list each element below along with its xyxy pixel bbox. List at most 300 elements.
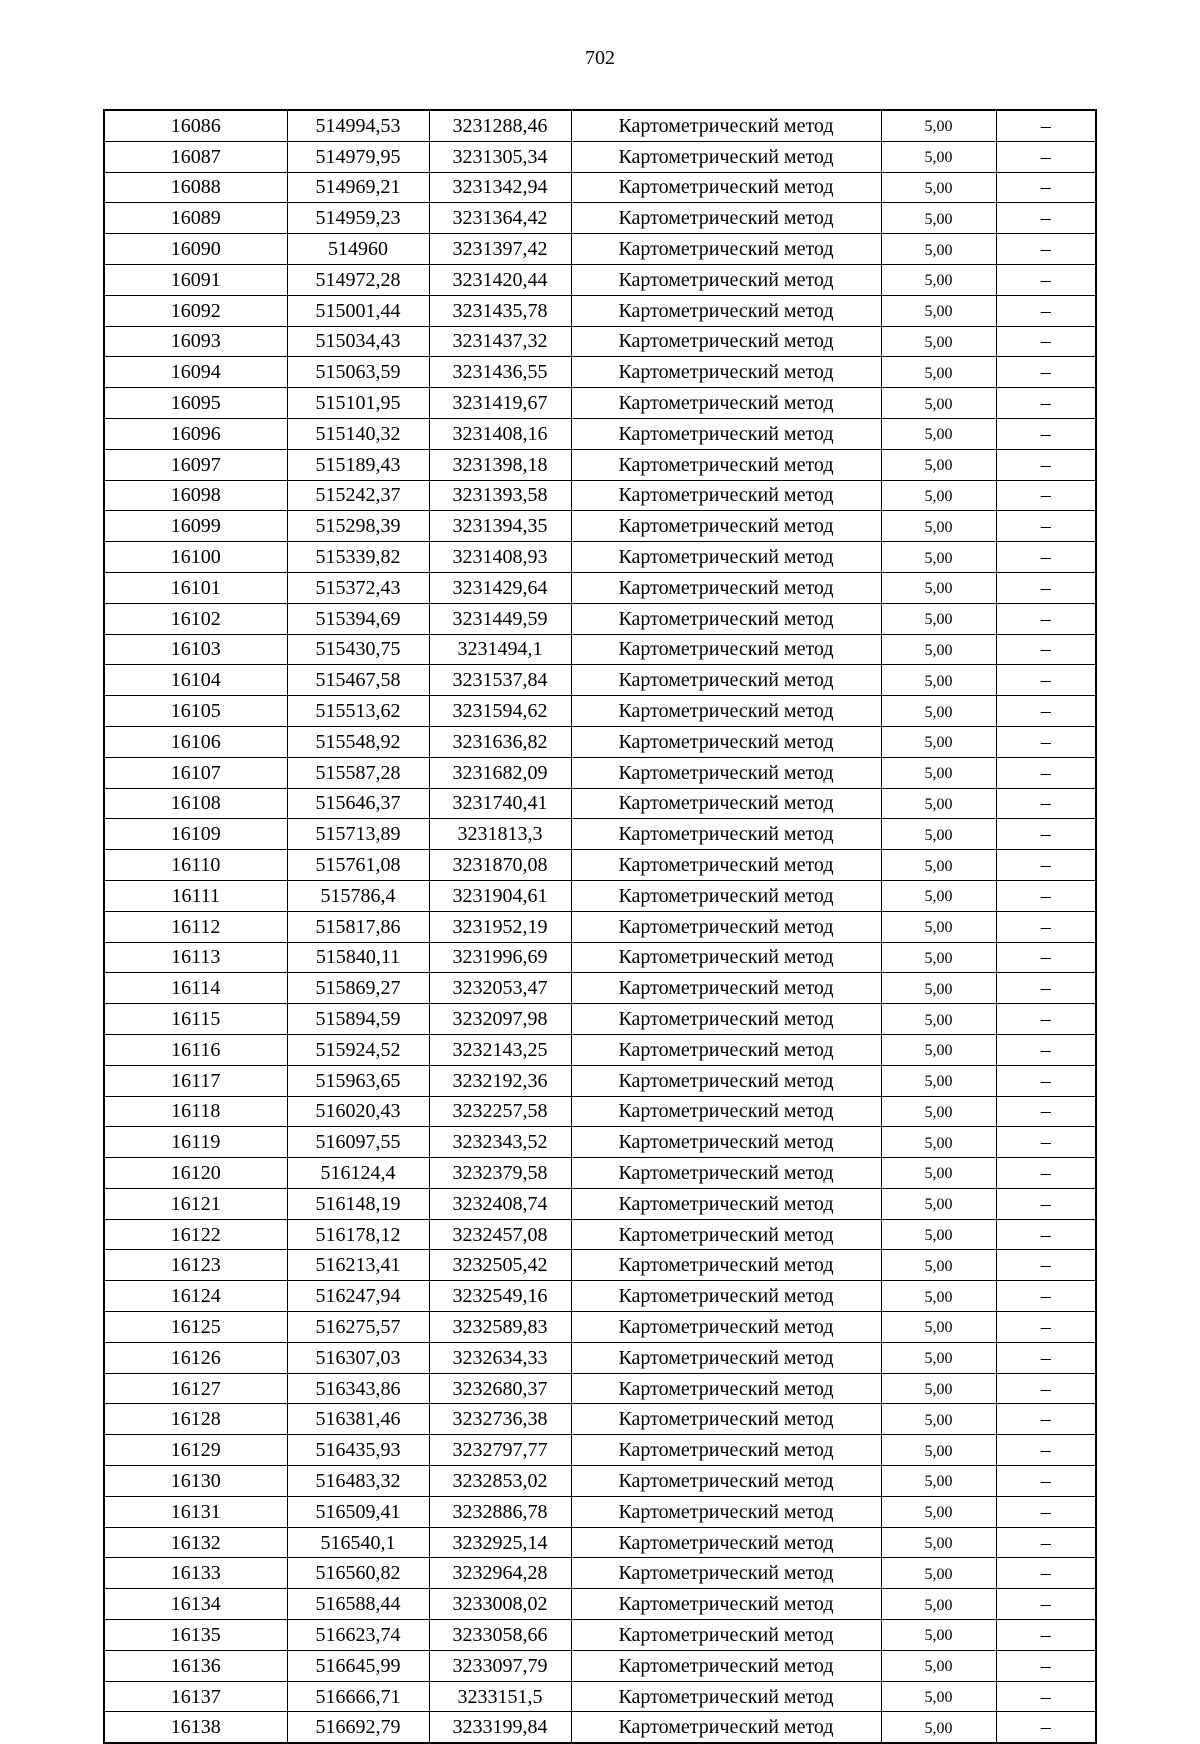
x-coordinate-cell: 516381,46 [287,1404,429,1435]
x-coordinate-cell: 516435,93 [287,1435,429,1466]
page-number: 702 [585,47,615,69]
x-coordinate-cell: 515646,37 [287,788,429,819]
note-cell: – [996,326,1096,357]
coordinates-table [103,109,1097,1744]
note-cell: – [996,942,1096,973]
accuracy-cell: 5,00 [881,1065,996,1096]
note-cell: – [996,665,1096,696]
note-cell: – [996,1250,1096,1281]
accuracy-cell: 5,00 [881,1312,996,1343]
note-cell: – [996,203,1096,234]
note-cell: – [996,1650,1096,1681]
table-row [104,1004,1096,1035]
y-coordinate-cell: 3231408,16 [429,418,571,449]
accuracy-cell: 5,00 [881,1558,996,1589]
y-coordinate-cell: 3231429,64 [429,572,571,603]
method-cell: Картометрический метод [571,696,881,727]
y-coordinate-cell: 3233097,79 [429,1650,571,1681]
table-row [104,634,1096,665]
x-coordinate-cell: 515963,65 [287,1065,429,1096]
table-row [104,1096,1096,1127]
point-number-cell: 16131 [104,1496,287,1527]
method-cell: Картометрический метод [571,1096,881,1127]
x-coordinate-cell: 515242,37 [287,480,429,511]
method-cell: Картометрический метод [571,141,881,172]
note-cell: – [996,1158,1096,1189]
point-number-cell: 16113 [104,942,287,973]
x-coordinate-cell: 515101,95 [287,388,429,419]
y-coordinate-cell: 3232143,25 [429,1034,571,1065]
note-cell: – [996,1127,1096,1158]
point-number-cell: 16093 [104,326,287,357]
note-cell: – [996,572,1096,603]
method-cell: Картометрический метод [571,110,881,141]
point-number-cell: 16123 [104,1250,287,1281]
y-coordinate-cell: 3232505,42 [429,1250,571,1281]
accuracy-cell: 5,00 [881,1004,996,1035]
table-row [104,1250,1096,1281]
method-cell: Картометрический метод [571,1435,881,1466]
point-number-cell: 16127 [104,1373,287,1404]
point-number-cell: 16105 [104,696,287,727]
method-cell: Картометрический метод [571,326,881,357]
x-coordinate-cell: 514972,28 [287,264,429,295]
point-number-cell: 16108 [104,788,287,819]
point-number-cell: 16128 [104,1404,287,1435]
method-cell: Картометрический метод [571,511,881,542]
x-coordinate-cell: 515189,43 [287,449,429,480]
accuracy-cell: 5,00 [881,696,996,727]
method-cell: Картометрический метод [571,1188,881,1219]
note-cell: – [996,1065,1096,1096]
y-coordinate-cell: 3232257,58 [429,1096,571,1127]
x-coordinate-cell: 515001,44 [287,295,429,326]
x-coordinate-cell: 516645,99 [287,1650,429,1681]
table-row [104,1712,1096,1743]
table-row [104,1373,1096,1404]
method-cell: Картометрический метод [571,1219,881,1250]
point-number-cell: 16098 [104,480,287,511]
x-coordinate-cell: 516307,03 [287,1342,429,1373]
accuracy-cell: 5,00 [881,388,996,419]
x-coordinate-cell: 516623,74 [287,1620,429,1651]
table-row [104,1281,1096,1312]
y-coordinate-cell: 3231449,59 [429,603,571,634]
y-coordinate-cell: 3231870,08 [429,850,571,881]
y-coordinate-cell: 3232408,74 [429,1188,571,1219]
note-cell: – [996,850,1096,881]
y-coordinate-cell: 3231594,62 [429,696,571,727]
y-coordinate-cell: 3232680,37 [429,1373,571,1404]
note-cell: – [996,1620,1096,1651]
y-coordinate-cell: 3232343,52 [429,1127,571,1158]
x-coordinate-cell: 516560,82 [287,1558,429,1589]
method-cell: Картометрический метод [571,1527,881,1558]
y-coordinate-cell: 3231305,34 [429,141,571,172]
note-cell: – [996,757,1096,788]
accuracy-cell: 5,00 [881,1281,996,1312]
x-coordinate-cell: 516124,4 [287,1158,429,1189]
table-row [104,1496,1096,1527]
note-cell: – [996,357,1096,388]
point-number-cell: 16095 [104,388,287,419]
accuracy-cell: 5,00 [881,1034,996,1065]
method-cell: Картометрический метод [571,665,881,696]
method-cell: Картометрический метод [571,1466,881,1497]
point-number-cell: 16124 [104,1281,287,1312]
table-row [104,973,1096,1004]
point-number-cell: 16114 [104,973,287,1004]
method-cell: Картометрический метод [571,1373,881,1404]
y-coordinate-cell: 3232886,78 [429,1496,571,1527]
x-coordinate-cell: 515034,43 [287,326,429,357]
accuracy-cell: 5,00 [881,1650,996,1681]
x-coordinate-cell: 516097,55 [287,1127,429,1158]
point-number-cell: 16116 [104,1034,287,1065]
method-cell: Картометрический метод [571,418,881,449]
table-row [104,572,1096,603]
x-coordinate-cell: 515924,52 [287,1034,429,1065]
accuracy-cell: 5,00 [881,1127,996,1158]
x-coordinate-cell: 514960 [287,234,429,265]
y-coordinate-cell: 3231537,84 [429,665,571,696]
note-cell: – [996,1435,1096,1466]
accuracy-cell: 5,00 [881,172,996,203]
method-cell: Картометрический метод [571,1250,881,1281]
table-row [104,234,1096,265]
y-coordinate-cell: 3232634,33 [429,1342,571,1373]
note-cell: – [996,1219,1096,1250]
note-cell: – [996,1466,1096,1497]
note-cell: – [996,110,1096,141]
y-coordinate-cell: 3233008,02 [429,1589,571,1620]
x-coordinate-cell: 516343,86 [287,1373,429,1404]
point-number-cell: 16129 [104,1435,287,1466]
accuracy-cell: 5,00 [881,357,996,388]
method-cell: Картометрический метод [571,1065,881,1096]
x-coordinate-cell: 516692,79 [287,1712,429,1743]
note-cell: – [996,511,1096,542]
accuracy-cell: 5,00 [881,1219,996,1250]
point-number-cell: 16100 [104,542,287,573]
method-cell: Картометрический метод [571,942,881,973]
y-coordinate-cell: 3232457,08 [429,1219,571,1250]
accuracy-cell: 5,00 [881,1342,996,1373]
accuracy-cell: 5,00 [881,1435,996,1466]
point-number-cell: 16117 [104,1065,287,1096]
x-coordinate-cell: 516540,1 [287,1527,429,1558]
point-number-cell: 16104 [104,665,287,696]
y-coordinate-cell: 3231364,42 [429,203,571,234]
point-number-cell: 16137 [104,1681,287,1712]
coordinates-table-body [104,110,1096,1743]
note-cell: – [996,696,1096,727]
x-coordinate-cell: 515713,89 [287,819,429,850]
y-coordinate-cell: 3231397,42 [429,234,571,265]
method-cell: Картометрический метод [571,1712,881,1743]
x-coordinate-cell: 516020,43 [287,1096,429,1127]
y-coordinate-cell: 3232589,83 [429,1312,571,1343]
point-number-cell: 16122 [104,1219,287,1250]
table-row [104,295,1096,326]
point-number-cell: 16101 [104,572,287,603]
accuracy-cell: 5,00 [881,911,996,942]
note-cell: – [996,172,1096,203]
point-number-cell: 16088 [104,172,287,203]
table-row [104,388,1096,419]
y-coordinate-cell: 3231437,32 [429,326,571,357]
accuracy-cell: 5,00 [881,1158,996,1189]
accuracy-cell: 5,00 [881,788,996,819]
point-number-cell: 16103 [104,634,287,665]
table-row [104,1312,1096,1343]
table-row [104,1127,1096,1158]
accuracy-cell: 5,00 [881,480,996,511]
y-coordinate-cell: 3231494,1 [429,634,571,665]
x-coordinate-cell: 515372,43 [287,572,429,603]
method-cell: Картометрический метод [571,757,881,788]
accuracy-cell: 5,00 [881,1188,996,1219]
x-coordinate-cell: 515298,39 [287,511,429,542]
x-coordinate-cell: 514979,95 [287,141,429,172]
y-coordinate-cell: 3231420,44 [429,264,571,295]
method-cell: Картометрический метод [571,1342,881,1373]
x-coordinate-cell: 516509,41 [287,1496,429,1527]
accuracy-cell: 5,00 [881,819,996,850]
point-number-cell: 16107 [104,757,287,788]
x-coordinate-cell: 516213,41 [287,1250,429,1281]
accuracy-cell: 5,00 [881,1527,996,1558]
x-coordinate-cell: 515513,62 [287,696,429,727]
x-coordinate-cell: 515467,58 [287,665,429,696]
x-coordinate-cell: 515840,11 [287,942,429,973]
x-coordinate-cell: 515817,86 [287,911,429,942]
point-number-cell: 16118 [104,1096,287,1127]
x-coordinate-cell: 515339,82 [287,542,429,573]
point-number-cell: 16121 [104,1188,287,1219]
table-row [104,665,1096,696]
note-cell: – [996,1404,1096,1435]
table-row [104,1342,1096,1373]
accuracy-cell: 5,00 [881,634,996,665]
method-cell: Картометрический метод [571,911,881,942]
note-cell: – [996,973,1096,1004]
x-coordinate-cell: 514969,21 [287,172,429,203]
x-coordinate-cell: 516178,12 [287,1219,429,1250]
y-coordinate-cell: 3232853,02 [429,1466,571,1497]
table-row [104,819,1096,850]
point-number-cell: 16099 [104,511,287,542]
method-cell: Картометрический метод [571,1004,881,1035]
x-coordinate-cell: 516275,57 [287,1312,429,1343]
method-cell: Картометрический метод [571,1681,881,1712]
accuracy-cell: 5,00 [881,326,996,357]
method-cell: Картометрический метод [571,1312,881,1343]
note-cell: – [996,1496,1096,1527]
note-cell: – [996,1188,1096,1219]
point-number-cell: 16086 [104,110,287,141]
y-coordinate-cell: 3232797,77 [429,1435,571,1466]
x-coordinate-cell: 515394,69 [287,603,429,634]
table-row [104,1034,1096,1065]
y-coordinate-cell: 3232053,47 [429,973,571,1004]
note-cell: – [996,819,1096,850]
accuracy-cell: 5,00 [881,1404,996,1435]
accuracy-cell: 5,00 [881,295,996,326]
table-row [104,850,1096,881]
note-cell: – [996,542,1096,573]
table-row [104,1620,1096,1651]
note-cell: – [996,1373,1096,1404]
note-cell: – [996,726,1096,757]
accuracy-cell: 5,00 [881,542,996,573]
y-coordinate-cell: 3233151,5 [429,1681,571,1712]
table-row [104,264,1096,295]
table-row [104,1435,1096,1466]
point-number-cell: 16090 [104,234,287,265]
note-cell: – [996,480,1096,511]
note-cell: – [996,141,1096,172]
table-row [104,1065,1096,1096]
x-coordinate-cell: 514994,53 [287,110,429,141]
point-number-cell: 16119 [104,1127,287,1158]
accuracy-cell: 5,00 [881,418,996,449]
table-row [104,726,1096,757]
y-coordinate-cell: 3231393,58 [429,480,571,511]
note-cell: – [996,1312,1096,1343]
table-row [104,480,1096,511]
x-coordinate-cell: 515430,75 [287,634,429,665]
method-cell: Картометрический метод [571,234,881,265]
method-cell: Картометрический метод [571,1650,881,1681]
x-coordinate-cell: 515761,08 [287,850,429,881]
y-coordinate-cell: 3231996,69 [429,942,571,973]
note-cell: – [996,1527,1096,1558]
y-coordinate-cell: 3231904,61 [429,880,571,911]
accuracy-cell: 5,00 [881,1589,996,1620]
note-cell: – [996,449,1096,480]
table-row [104,911,1096,942]
x-coordinate-cell: 514959,23 [287,203,429,234]
x-coordinate-cell: 515894,59 [287,1004,429,1035]
accuracy-cell: 5,00 [881,973,996,1004]
accuracy-cell: 5,00 [881,511,996,542]
y-coordinate-cell: 3231436,55 [429,357,571,388]
y-coordinate-cell: 3232736,38 [429,1404,571,1435]
table-row [104,1158,1096,1189]
point-number-cell: 16120 [104,1158,287,1189]
x-coordinate-cell: 516148,19 [287,1188,429,1219]
note-cell: – [996,634,1096,665]
table-row [104,418,1096,449]
method-cell: Картометрический метод [571,480,881,511]
point-number-cell: 16132 [104,1527,287,1558]
note-cell: – [996,1004,1096,1035]
x-coordinate-cell: 515548,92 [287,726,429,757]
point-number-cell: 16110 [104,850,287,881]
point-number-cell: 16089 [104,203,287,234]
x-coordinate-cell: 515140,32 [287,418,429,449]
note-cell: – [996,1712,1096,1743]
accuracy-cell: 5,00 [881,110,996,141]
accuracy-cell: 5,00 [881,850,996,881]
table-row [104,1681,1096,1712]
y-coordinate-cell: 3231419,67 [429,388,571,419]
table-row [104,1466,1096,1497]
method-cell: Картометрический метод [571,1034,881,1065]
accuracy-cell: 5,00 [881,880,996,911]
accuracy-cell: 5,00 [881,203,996,234]
y-coordinate-cell: 3231952,19 [429,911,571,942]
table-row [104,603,1096,634]
table-row [104,326,1096,357]
point-number-cell: 16138 [104,1712,287,1743]
method-cell: Картометрический метод [571,295,881,326]
table-row [104,696,1096,727]
accuracy-cell: 5,00 [881,942,996,973]
y-coordinate-cell: 3233199,84 [429,1712,571,1743]
y-coordinate-cell: 3231682,09 [429,757,571,788]
point-number-cell: 16097 [104,449,287,480]
y-coordinate-cell: 3231408,93 [429,542,571,573]
table-row [104,172,1096,203]
x-coordinate-cell: 515063,59 [287,357,429,388]
table-row [104,357,1096,388]
table-row [104,449,1096,480]
point-number-cell: 16092 [104,295,287,326]
method-cell: Картометрический метод [571,819,881,850]
note-cell: – [996,1096,1096,1127]
table-row [104,757,1096,788]
method-cell: Картометрический метод [571,850,881,881]
method-cell: Картометрический метод [571,726,881,757]
method-cell: Картометрический метод [571,788,881,819]
accuracy-cell: 5,00 [881,1096,996,1127]
y-coordinate-cell: 3232192,36 [429,1065,571,1096]
method-cell: Картометрический метод [571,973,881,1004]
note-cell: – [996,388,1096,419]
table-row [104,511,1096,542]
x-coordinate-cell: 515786,4 [287,880,429,911]
point-number-cell: 16094 [104,357,287,388]
table-row [104,942,1096,973]
method-cell: Картометрический метод [571,388,881,419]
table-row [104,542,1096,573]
method-cell: Картометрический метод [571,572,881,603]
method-cell: Картометрический метод [571,1620,881,1651]
table-row [104,788,1096,819]
table-row [104,1527,1096,1558]
method-cell: Картометрический метод [571,1158,881,1189]
table-row [104,1188,1096,1219]
x-coordinate-cell: 515587,28 [287,757,429,788]
y-coordinate-cell: 3231740,41 [429,788,571,819]
point-number-cell: 16136 [104,1650,287,1681]
note-cell: – [996,603,1096,634]
point-number-cell: 16135 [104,1620,287,1651]
method-cell: Картометрический метод [571,1558,881,1589]
method-cell: Картометрический метод [571,449,881,480]
table-row [104,1589,1096,1620]
y-coordinate-cell: 3232097,98 [429,1004,571,1035]
x-coordinate-cell: 516666,71 [287,1681,429,1712]
point-number-cell: 16130 [104,1466,287,1497]
accuracy-cell: 5,00 [881,1620,996,1651]
y-coordinate-cell: 3231813,3 [429,819,571,850]
point-number-cell: 16133 [104,1558,287,1589]
method-cell: Картометрический метод [571,1281,881,1312]
table-row [104,110,1096,141]
